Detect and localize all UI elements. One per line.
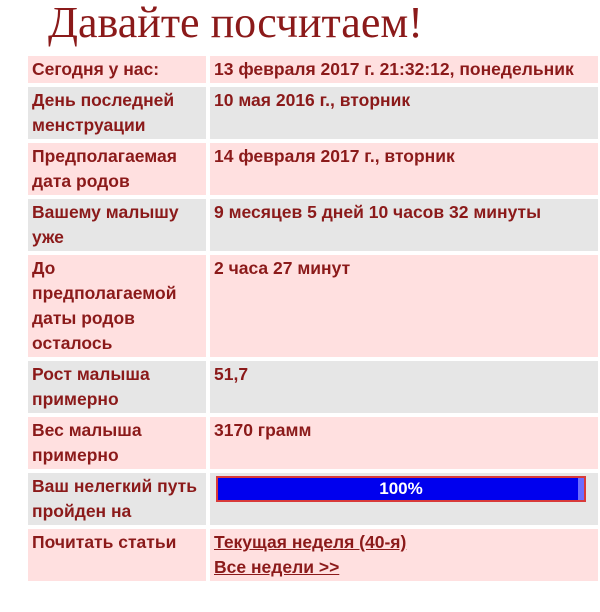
table-row-baby-height bbox=[28, 361, 598, 413]
row-label: День последней менструации bbox=[28, 87, 210, 139]
articles-links-cell bbox=[210, 529, 598, 581]
row-label: Сегодня у нас: bbox=[28, 56, 210, 83]
table-row-articles bbox=[28, 529, 598, 581]
table-row-progress bbox=[28, 473, 598, 525]
row-label: Вес малыша примерно bbox=[28, 417, 210, 469]
all-weeks-link[interactable]: Все недели >> bbox=[214, 557, 340, 577]
progress-bar bbox=[216, 476, 586, 502]
pregnancy-calculator-table bbox=[28, 52, 598, 585]
progress-cell bbox=[210, 473, 598, 525]
page-title: Давайте посчитаем! bbox=[48, 0, 423, 47]
row-label: Почитать статьи bbox=[28, 529, 210, 581]
table-row-baby-weight bbox=[28, 417, 598, 469]
row-value: 14 февраля 2017 г., вторник bbox=[210, 143, 598, 195]
table-row-baby-age bbox=[28, 199, 598, 251]
row-label: Рост малыша примерно bbox=[28, 361, 210, 413]
row-label: Ваш нелегкий путь пройден на bbox=[28, 473, 210, 525]
row-value: 13 февраля 2017 г. 21:32:12, понедельник bbox=[210, 56, 598, 83]
row-label: Вашему малышу уже bbox=[28, 199, 210, 251]
row-label: Предполагаемая дата родов bbox=[28, 143, 210, 195]
table-row-today bbox=[28, 56, 598, 83]
table-row-time-left bbox=[28, 255, 598, 357]
current-week-link[interactable]: Текущая неделя (40-я) bbox=[214, 532, 407, 552]
row-value: 10 мая 2016 г., вторник bbox=[210, 87, 598, 139]
row-value: 9 месяцев 5 дней 10 часов 32 минуты bbox=[210, 199, 598, 251]
row-value: 2 часа 27 минут bbox=[210, 255, 598, 357]
row-value: 51,7 bbox=[210, 361, 598, 413]
progress-bar-label: 100% bbox=[379, 479, 423, 498]
table-row-due-date bbox=[28, 143, 598, 195]
row-label: До предполагаемой даты родов осталось bbox=[28, 255, 210, 357]
table-row-last-period bbox=[28, 87, 598, 139]
row-value: 3170 грамм bbox=[210, 417, 598, 469]
